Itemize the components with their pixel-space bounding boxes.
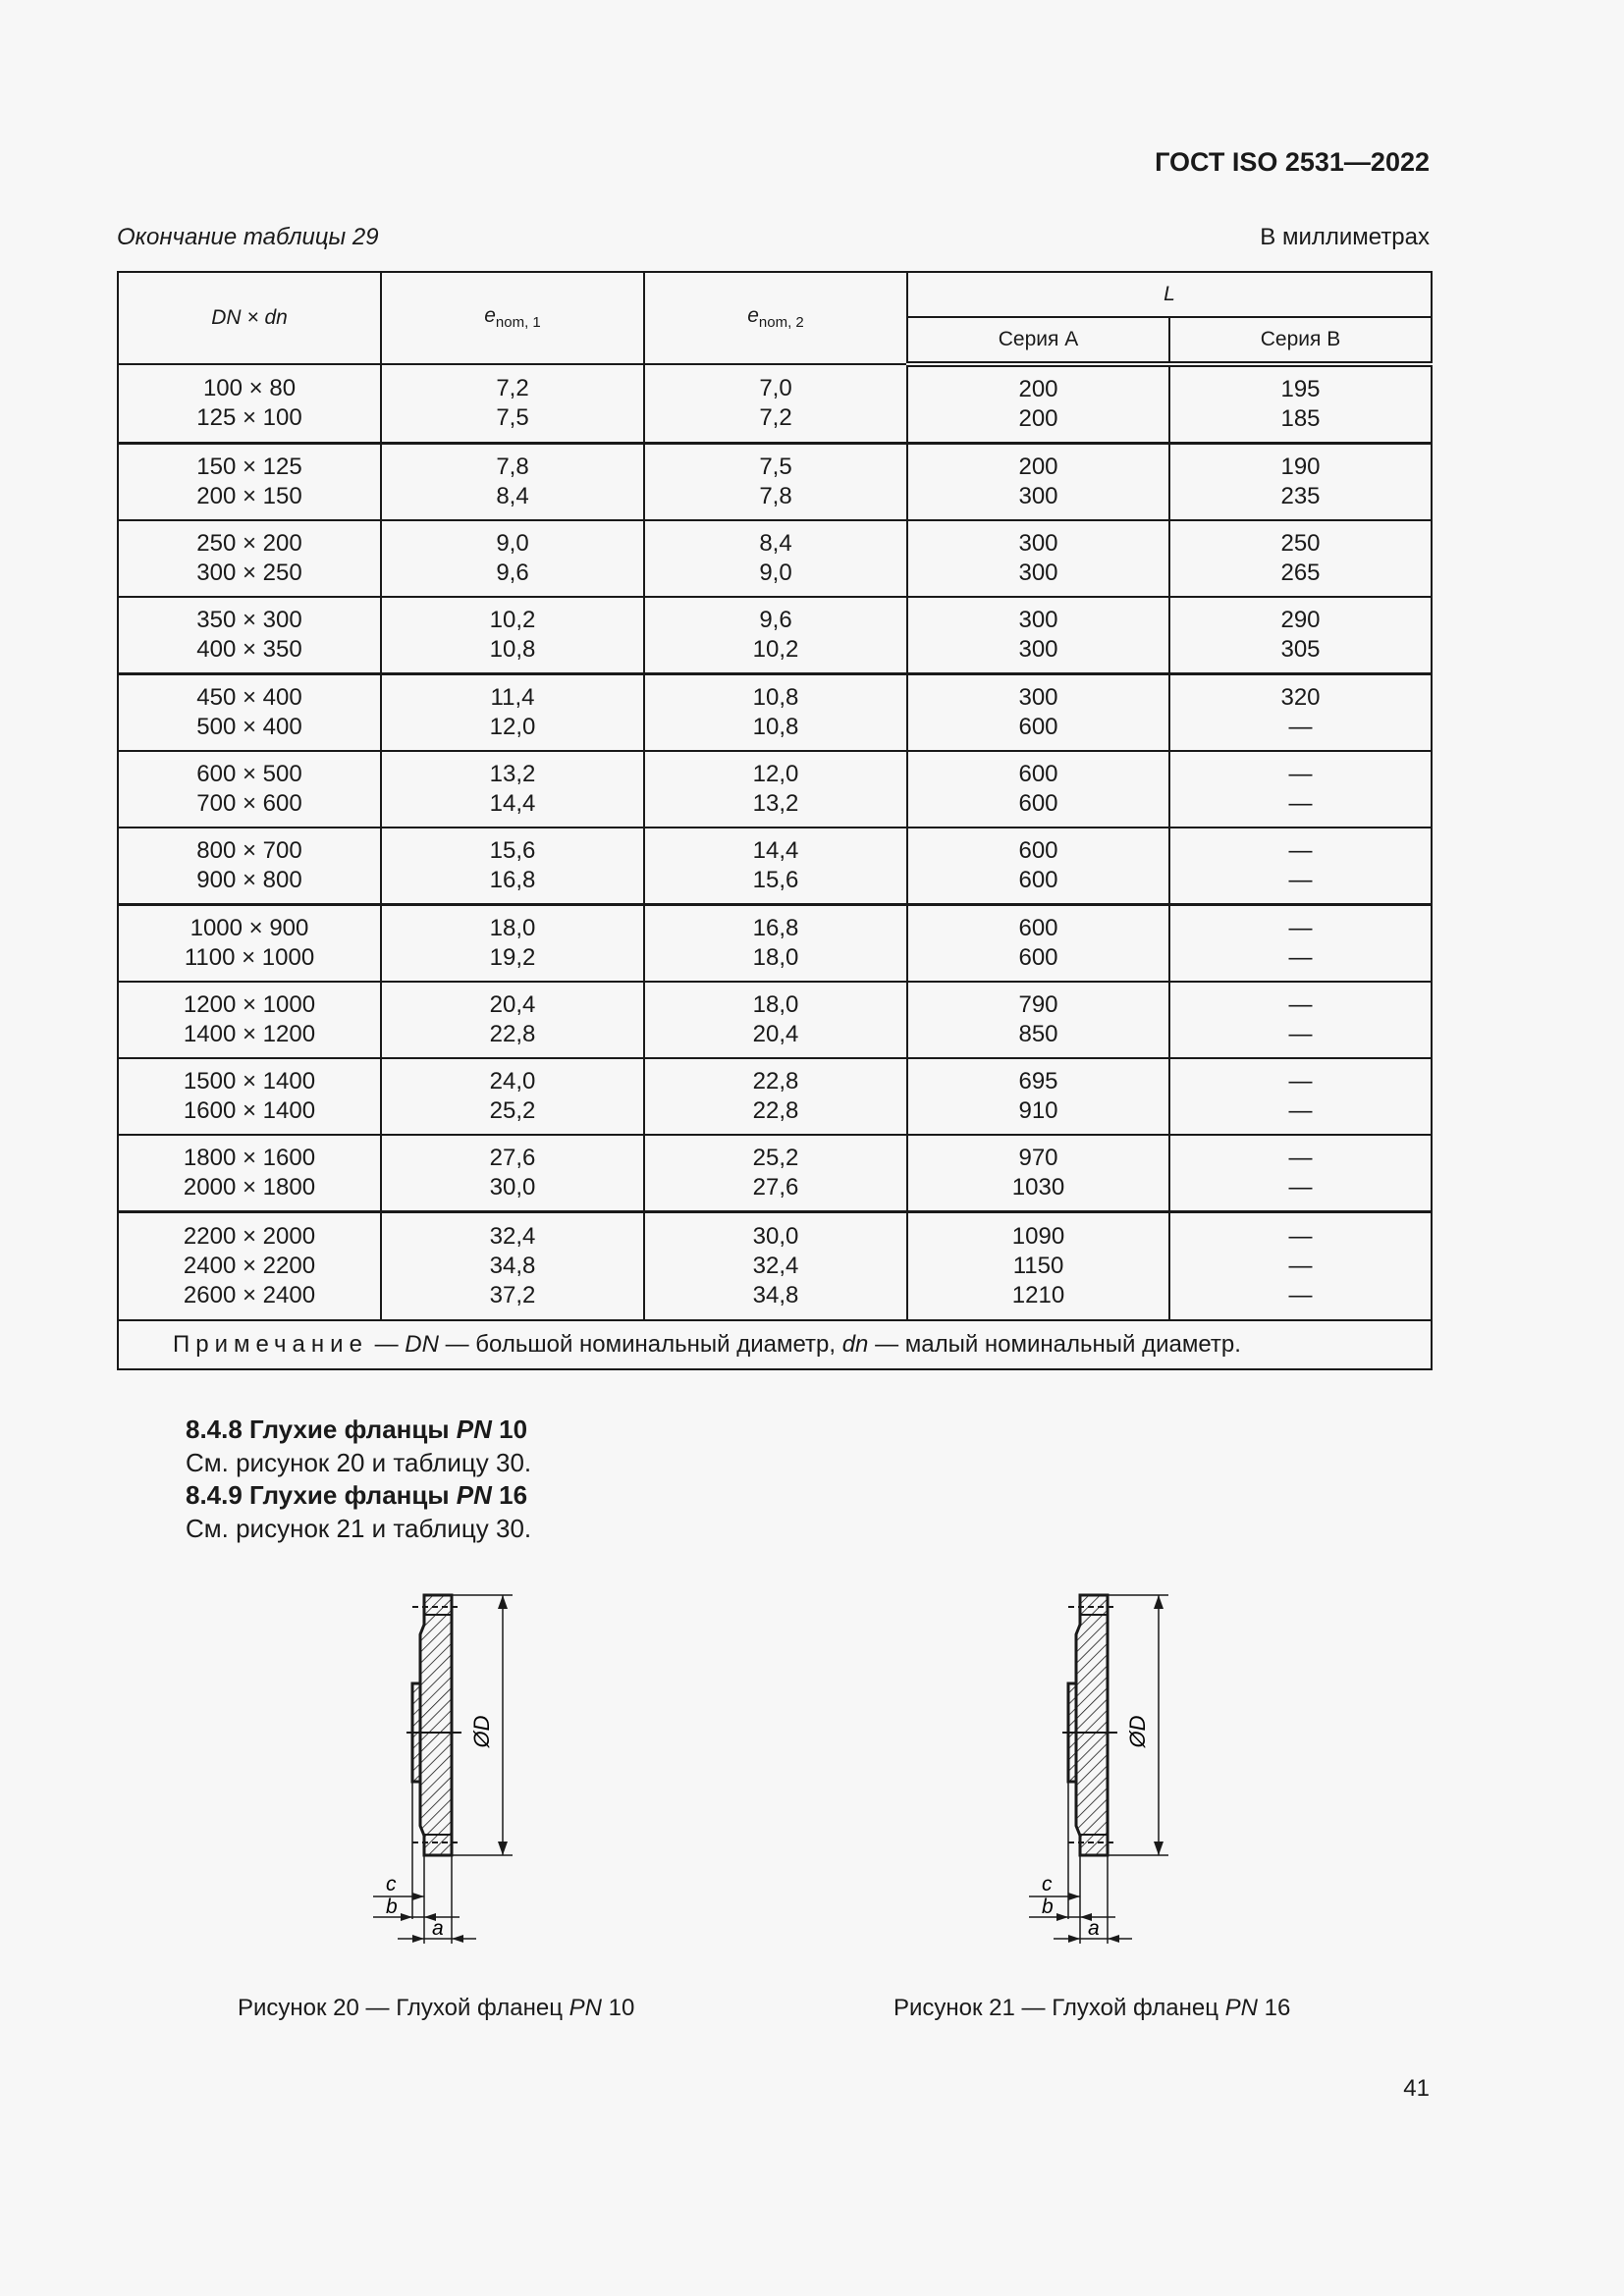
cell-value: 9,0 <box>496 530 529 557</box>
cell-value: 10,2 <box>752 636 799 663</box>
section-8-4-8-text: См. рисунок 20 и таблицу 30. <box>186 1447 532 1477</box>
cell-value: 30,0 <box>489 1174 536 1201</box>
section-8-4-9-text: См. рисунок 21 и таблицу 30. <box>186 1513 532 1543</box>
page-number: 41 <box>1403 2075 1430 2102</box>
cell-value: 10,8 <box>489 636 536 663</box>
dim-a-label: a <box>432 1917 444 1940</box>
cell-dn <box>118 1212 381 1321</box>
cell-series-a <box>907 597 1169 674</box>
cell-value: 11,4 <box>490 684 535 711</box>
cell-value: 800 × 700 <box>196 837 302 864</box>
units-label: В миллиметрах <box>1260 224 1430 250</box>
col-header-e1: $e_{nom, 1}$ <box>381 272 644 364</box>
dimensions-table <box>117 271 1433 1370</box>
cell-series-a <box>907 1135 1169 1212</box>
cell-e2 <box>644 982 907 1058</box>
cell-value: 12,0 <box>752 761 799 787</box>
cell-value: 200 <box>1018 405 1058 432</box>
cell-value: 1500 × 1400 <box>183 1068 316 1095</box>
cell-value: 195 <box>1280 376 1321 402</box>
cell-value: 185 <box>1280 405 1321 432</box>
cell-value: 2200 × 2000 <box>183 1223 316 1250</box>
table-row <box>118 905 1432 983</box>
cell-value: 32,4 <box>489 1223 536 1250</box>
cell-value: — <box>1288 1282 1313 1308</box>
cell-value: 970 <box>1018 1145 1058 1171</box>
col-header-L: L <box>907 272 1432 317</box>
dim-b-label: b <box>386 1896 398 1918</box>
cell-value: 600 × 500 <box>196 761 302 787</box>
cell-e2 <box>644 444 907 521</box>
col-header-e2: $e_{nom, 2}$ <box>644 272 907 364</box>
cell-series-b <box>1169 828 1432 905</box>
cell-e1 <box>381 751 644 828</box>
cell-value: 300 <box>1018 560 1058 586</box>
cell-dn <box>118 1135 381 1212</box>
cell-value: — <box>1288 1223 1313 1250</box>
dim-b-label: b <box>1042 1896 1054 1918</box>
cell-value: 27,6 <box>489 1145 536 1171</box>
figure-20-drawing <box>353 1585 530 1963</box>
cell-series-b <box>1169 597 1432 674</box>
cell-value: 450 × 400 <box>196 684 302 711</box>
cell-e1 <box>381 674 644 752</box>
cell-series-a <box>907 751 1169 828</box>
cell-value: 16,8 <box>489 867 536 893</box>
cell-value: 20,4 <box>752 1021 799 1047</box>
cell-value: 22,8 <box>752 1097 799 1124</box>
cell-value: 22,8 <box>489 1021 536 1047</box>
cell-value: 7,2 <box>759 404 792 431</box>
table-caption: Окончание таблицы 29 <box>117 224 379 250</box>
cell-value: — <box>1288 991 1313 1018</box>
cell-value: 1030 <box>1011 1174 1065 1201</box>
cell-value: 10,2 <box>489 607 536 633</box>
cell-value: — <box>1288 1021 1313 1047</box>
cell-value: 695 <box>1018 1068 1058 1095</box>
cell-value: 1210 <box>1011 1282 1065 1308</box>
figure-21-drawing <box>1009 1585 1186 1963</box>
cell-e1 <box>381 1135 644 1212</box>
cell-e2 <box>644 364 907 444</box>
cell-value: 1100 × 1000 <box>184 944 315 971</box>
cell-value: 7,8 <box>759 483 792 509</box>
cell-value: 7,2 <box>496 375 529 401</box>
cell-value: 1200 × 1000 <box>183 991 316 1018</box>
cell-value: — <box>1288 761 1313 787</box>
table-row <box>118 597 1432 674</box>
cell-dn <box>118 364 381 444</box>
cell-dn <box>118 520 381 597</box>
cell-dn <box>118 1058 381 1135</box>
cell-value: 2600 × 2400 <box>183 1282 316 1308</box>
cell-value: 18,0 <box>752 944 799 971</box>
cell-value: 37,2 <box>489 1282 536 1308</box>
table-row <box>118 1135 1432 1212</box>
cell-e2 <box>644 520 907 597</box>
cell-value: 10,8 <box>752 684 799 711</box>
cell-value: 600 <box>1018 714 1058 740</box>
cell-value: 24,0 <box>489 1068 536 1095</box>
cell-value: 25,2 <box>752 1145 799 1171</box>
cell-series-a <box>907 982 1169 1058</box>
cell-series-b <box>1169 751 1432 828</box>
cell-value: — <box>1288 944 1313 971</box>
cell-value: 500 × 400 <box>196 714 302 740</box>
cell-dn <box>118 597 381 674</box>
table-row <box>118 1058 1432 1135</box>
figure-21-caption: Рисунок 21 — Глухой фланец PN 16 <box>893 1995 1291 2021</box>
cell-value: — <box>1288 915 1313 941</box>
cell-value: 700 × 600 <box>196 790 302 817</box>
table-row <box>118 1212 1432 1321</box>
cell-value: 600 <box>1018 867 1058 893</box>
cell-value: 1600 × 1400 <box>183 1097 316 1124</box>
cell-value: 34,8 <box>489 1253 536 1279</box>
cell-series-a <box>907 520 1169 597</box>
cell-value: — <box>1288 837 1313 864</box>
cell-dn <box>118 905 381 983</box>
cell-value: 14,4 <box>489 790 536 817</box>
cell-value: — <box>1288 790 1313 817</box>
cell-value: 18,0 <box>752 991 799 1018</box>
cell-e2 <box>644 905 907 983</box>
dim-a-label: a <box>1088 1917 1100 1940</box>
cell-series-b <box>1169 1135 1432 1212</box>
cell-value: 190 <box>1280 454 1321 480</box>
table-row <box>118 520 1432 597</box>
cell-value: 265 <box>1280 560 1321 586</box>
cell-value: 125 × 100 <box>196 404 302 431</box>
cell-e2 <box>644 597 907 674</box>
cell-value: 32,4 <box>752 1253 799 1279</box>
cell-value: 1400 × 1200 <box>183 1021 316 1047</box>
table-note: Примечание — DN — большой номинальный диаметр, dn — малый номинальный диаметр. <box>118 1320 1432 1369</box>
cell-value: 600 <box>1018 837 1058 864</box>
cell-e1 <box>381 982 644 1058</box>
cell-dn <box>118 982 381 1058</box>
table-row <box>118 828 1432 905</box>
cell-value: 400 × 350 <box>196 636 302 663</box>
cell-value: 600 <box>1018 761 1058 787</box>
dim-c-label: c <box>1042 1873 1053 1896</box>
cell-e2 <box>644 1058 907 1135</box>
cell-value: 10,8 <box>752 714 799 740</box>
cell-e1 <box>381 828 644 905</box>
cell-value: 290 <box>1280 607 1321 633</box>
cell-e1 <box>381 905 644 983</box>
cell-value: 100 × 80 <box>202 375 297 401</box>
cell-value: 300 <box>1018 483 1058 509</box>
col-header-series-b: Серия В <box>1169 317 1432 364</box>
cell-value: 16,8 <box>752 915 799 941</box>
cell-dn <box>118 444 381 521</box>
cell-value: — <box>1288 1174 1313 1201</box>
table-row <box>118 982 1432 1058</box>
cell-dn <box>118 751 381 828</box>
cell-value: 300 <box>1018 636 1058 663</box>
cell-value: 19,2 <box>489 944 536 971</box>
cell-e1 <box>381 1212 644 1321</box>
cell-value: 350 × 300 <box>196 607 302 633</box>
cell-value: 9,0 <box>759 560 792 586</box>
cell-value: 250 × 200 <box>196 530 302 557</box>
cell-value: 200 <box>1018 376 1058 402</box>
cell-value: — <box>1288 1068 1313 1095</box>
cell-series-a <box>907 364 1169 444</box>
table-body <box>118 364 1432 1320</box>
cell-value: 30,0 <box>752 1223 799 1250</box>
cell-value: — <box>1288 1145 1313 1171</box>
cell-value: 2000 × 1800 <box>183 1174 316 1201</box>
cell-value: 13,2 <box>752 790 799 817</box>
section-8-4-9-title: 8.4.9 Глухие фланцы PN 16 <box>186 1480 528 1510</box>
cell-value: — <box>1288 714 1313 740</box>
cell-series-b <box>1169 674 1432 752</box>
cell-series-b <box>1169 982 1432 1058</box>
cell-value: 1150 <box>1012 1253 1064 1279</box>
col-header-series-a: Серия А <box>907 317 1169 364</box>
cell-value: 250 <box>1280 530 1321 557</box>
cell-value: 25,2 <box>489 1097 536 1124</box>
cell-series-b <box>1169 444 1432 521</box>
cell-value: 15,6 <box>489 837 536 864</box>
cell-value: 8,4 <box>759 530 792 557</box>
cell-value: 790 <box>1018 991 1058 1018</box>
cell-value: 22,8 <box>752 1068 799 1095</box>
cell-e2 <box>644 674 907 752</box>
table-row <box>118 364 1432 444</box>
cell-value: 9,6 <box>496 560 529 586</box>
cell-e1 <box>381 520 644 597</box>
table-row <box>118 751 1432 828</box>
cell-value: 235 <box>1280 483 1321 509</box>
cell-e1 <box>381 597 644 674</box>
cell-series-b <box>1169 905 1432 983</box>
cell-dn <box>118 828 381 905</box>
cell-series-a <box>907 828 1169 905</box>
cell-e1 <box>381 364 644 444</box>
cell-value: — <box>1288 1253 1313 1279</box>
figure-20-caption: Рисунок 20 — Глухой фланец PN 10 <box>238 1995 635 2021</box>
cell-value: 200 <box>1018 454 1058 480</box>
dim-c-label: c <box>386 1873 397 1896</box>
cell-value: — <box>1288 1097 1313 1124</box>
cell-value: 7,0 <box>759 375 792 401</box>
cell-e2 <box>644 828 907 905</box>
section-8-4-8-title: 8.4.8 Глухие фланцы PN 10 <box>186 1415 528 1444</box>
cell-value: 8,4 <box>496 483 529 509</box>
cell-value: 7,5 <box>759 454 792 480</box>
cell-value: 150 × 125 <box>196 454 302 480</box>
cell-value: 300 <box>1018 530 1058 557</box>
cell-value: 7,8 <box>496 454 529 480</box>
sections <box>186 1414 531 1545</box>
dim-od-label: ØD <box>469 1715 494 1748</box>
cell-value: 300 × 250 <box>196 560 302 586</box>
table-row <box>118 444 1432 521</box>
cell-value: 13,2 <box>489 761 536 787</box>
cell-e2 <box>644 751 907 828</box>
cell-series-a <box>907 1058 1169 1135</box>
cell-series-b <box>1169 520 1432 597</box>
cell-value: 1000 × 900 <box>189 915 309 941</box>
cell-value: 12,0 <box>489 714 536 740</box>
cell-series-a <box>907 444 1169 521</box>
cell-value: 1090 <box>1011 1223 1065 1250</box>
cell-value: 27,6 <box>752 1174 799 1201</box>
cell-value: 305 <box>1280 636 1321 663</box>
cell-value: 600 <box>1018 915 1058 941</box>
cell-value: 200 × 150 <box>196 483 302 509</box>
col-header-dn: DN × dn <box>118 272 381 364</box>
cell-series-a <box>907 905 1169 983</box>
cell-series-b <box>1169 364 1432 444</box>
cell-dn <box>118 674 381 752</box>
cell-value: 1800 × 1600 <box>183 1145 316 1171</box>
cell-value: 7,5 <box>496 404 529 431</box>
cell-value: 320 <box>1280 684 1321 711</box>
cell-value: 850 <box>1018 1021 1058 1047</box>
cell-value: 34,8 <box>752 1282 799 1308</box>
cell-e2 <box>644 1212 907 1321</box>
cell-value: 9,6 <box>759 607 792 633</box>
cell-e2 <box>644 1135 907 1212</box>
cell-value: 300 <box>1018 684 1058 711</box>
cell-value: 910 <box>1018 1097 1058 1124</box>
cell-e1 <box>381 444 644 521</box>
cell-series-a <box>907 674 1169 752</box>
cell-value: 20,4 <box>489 991 536 1018</box>
cell-series-b <box>1169 1212 1432 1321</box>
cell-value: 300 <box>1018 607 1058 633</box>
cell-series-a <box>907 1212 1169 1321</box>
cell-value: 14,4 <box>752 837 799 864</box>
cell-value: 15,6 <box>752 867 799 893</box>
cell-value: 600 <box>1018 944 1058 971</box>
cell-value: 18,0 <box>489 915 536 941</box>
cell-e1 <box>381 1058 644 1135</box>
cell-value: 2400 × 2200 <box>183 1253 316 1279</box>
cell-value: — <box>1288 867 1313 893</box>
dim-od-label: ØD <box>1125 1715 1150 1748</box>
cell-series-b <box>1169 1058 1432 1135</box>
cell-value: 900 × 800 <box>196 867 302 893</box>
cell-value: 600 <box>1018 790 1058 817</box>
table-row <box>118 674 1432 752</box>
document-code: ГОСТ ISO 2531—2022 <box>1155 147 1430 177</box>
